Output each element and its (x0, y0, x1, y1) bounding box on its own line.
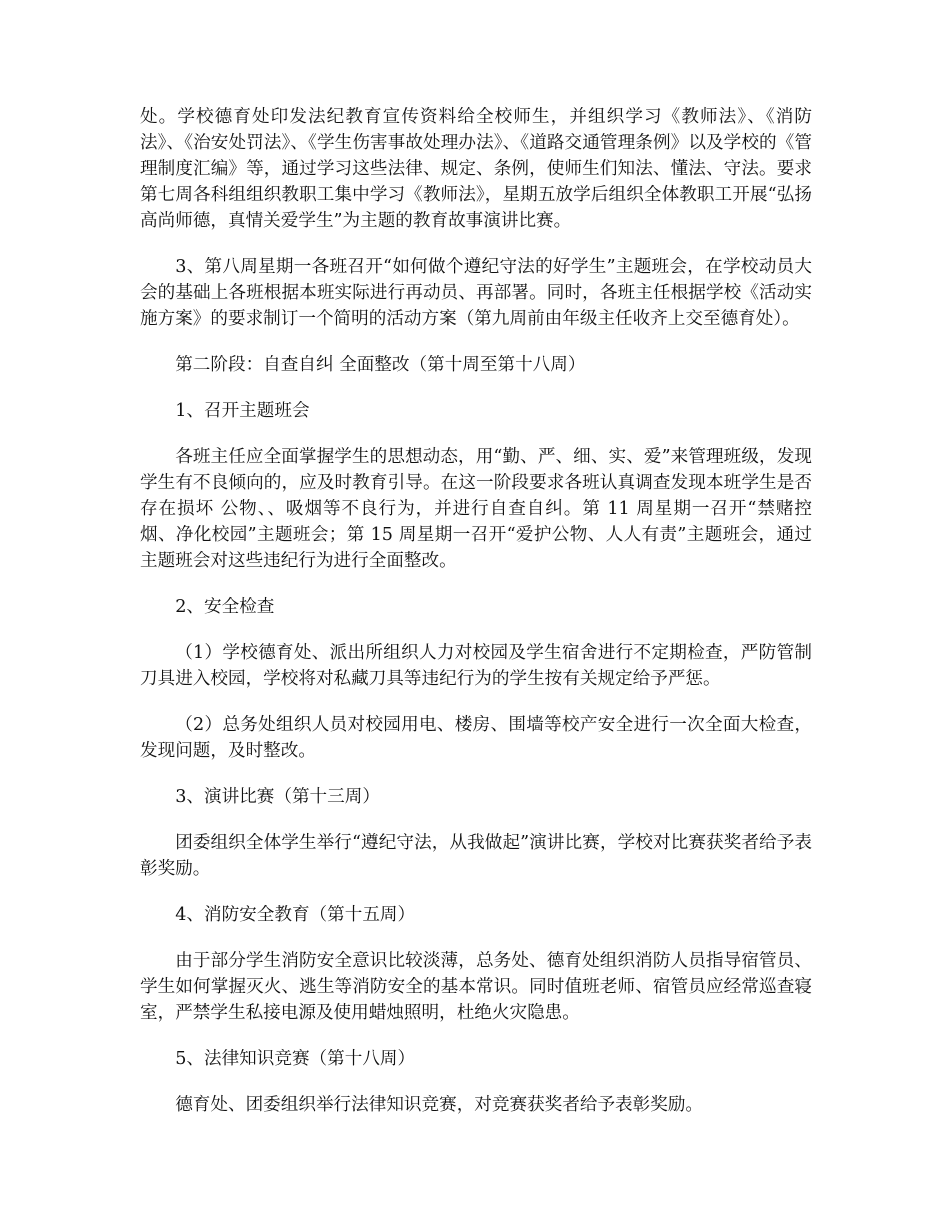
paragraph-safety-inspection-2: （2）总务处组织人员对校园用电、楼房、围墙等校产安全进行一次全面大检查，发现问题，及时整改。 (140, 715, 812, 761)
paragraph-class-meeting-week8: 3、第八周星期一各班召开“如何做个遵纪守法的好学生”主题班会，在学校动员大会的基础上各班根据本班实际进行再动员、再部署。同时，各班主任根据学校《活动实施方案》的要求制订一个简明的活动方案（第九周前由年级主任收齐上交至德育处）。 (140, 257, 812, 329)
heading-fire-safety: 4、消防安全教育（第十五周） (175, 905, 416, 925)
paragraph-speech-contest: 团委组织全体学生举行“遵纪守法，从我做起”演讲比赛，学校对比赛获奖者给予表彰奖励。 (140, 833, 812, 879)
paragraph-fire-safety: 由于部分学生消防安全意识比较淡薄，总务处、德育处组织消防人员指导宿管员、学生如何掌握灭火、逃生等消防安全的基本常识。同时值班老师、宿管员应经常巡查寝室，严禁学生私接电源及使用蜡烛照明，杜绝火灾隐患。 (140, 951, 812, 1023)
paragraph-safety-inspection-1: （1）学校德育处、派出所组织人力对校园及学生宿舍进行不定期检查，严防管制刀具进入校园，学校将对私藏刀具等违纪行为的学生按有关规定给予严惩。 (140, 643, 812, 689)
heading-speech-contest: 3、演讲比赛（第十三周） (175, 787, 380, 807)
document-page (140, 104, 812, 1138)
paragraph-law-contest: 德育处、团委组织举行法律知识竞赛，对竞赛获奖者给予表彰奖励。 (175, 1095, 704, 1115)
heading-stage-two: 第二阶段：自查自纠 全面整改（第十周至第十八周） (175, 355, 586, 375)
heading-law-contest: 5、法律知识竞赛（第十八周） (175, 1049, 416, 1069)
paragraph-theme-class-meeting: 各班主任应全面掌握学生的思想动态，用“勤、严、细、实、爱”来管理班级，发现学生有不良倾向的，应及时教育引导。在这一阶段要求各班认真调查发现本班学生是否存在损坏 公物、、吸烟等不良行为，并进行自查自纠。第 11 周星期一召开“禁赌控烟、净化校园”主题班会；第 15 周星期一召开“爱护公物、人人有责”主题班会，通过主题班会对这些违纪行为进行全面整改。 (140, 447, 812, 571)
heading-safety-inspection: 2、安全检查 (175, 597, 275, 617)
paragraph-law-study: 处。学校德育处印发法纪教育宣传资料给全校师生，并组织学习《教师法》、《消防法》、《治安处罚法》、《学生伤害事故处理办法》、《道路交通管理条例》以及学校的《管理制度汇编》等，通过学习这些法律、规定、条例，使师生们知法、懂法、守法。要求第七周各科组组织教职工集中学习《教师法》，星期五放学后组织全体教职工开展“弘扬高尚师德，真情关爱学生”为主题的教育故事演讲比赛。 (140, 107, 812, 231)
heading-theme-class-meeting: 1、召开主题班会 (175, 401, 310, 421)
